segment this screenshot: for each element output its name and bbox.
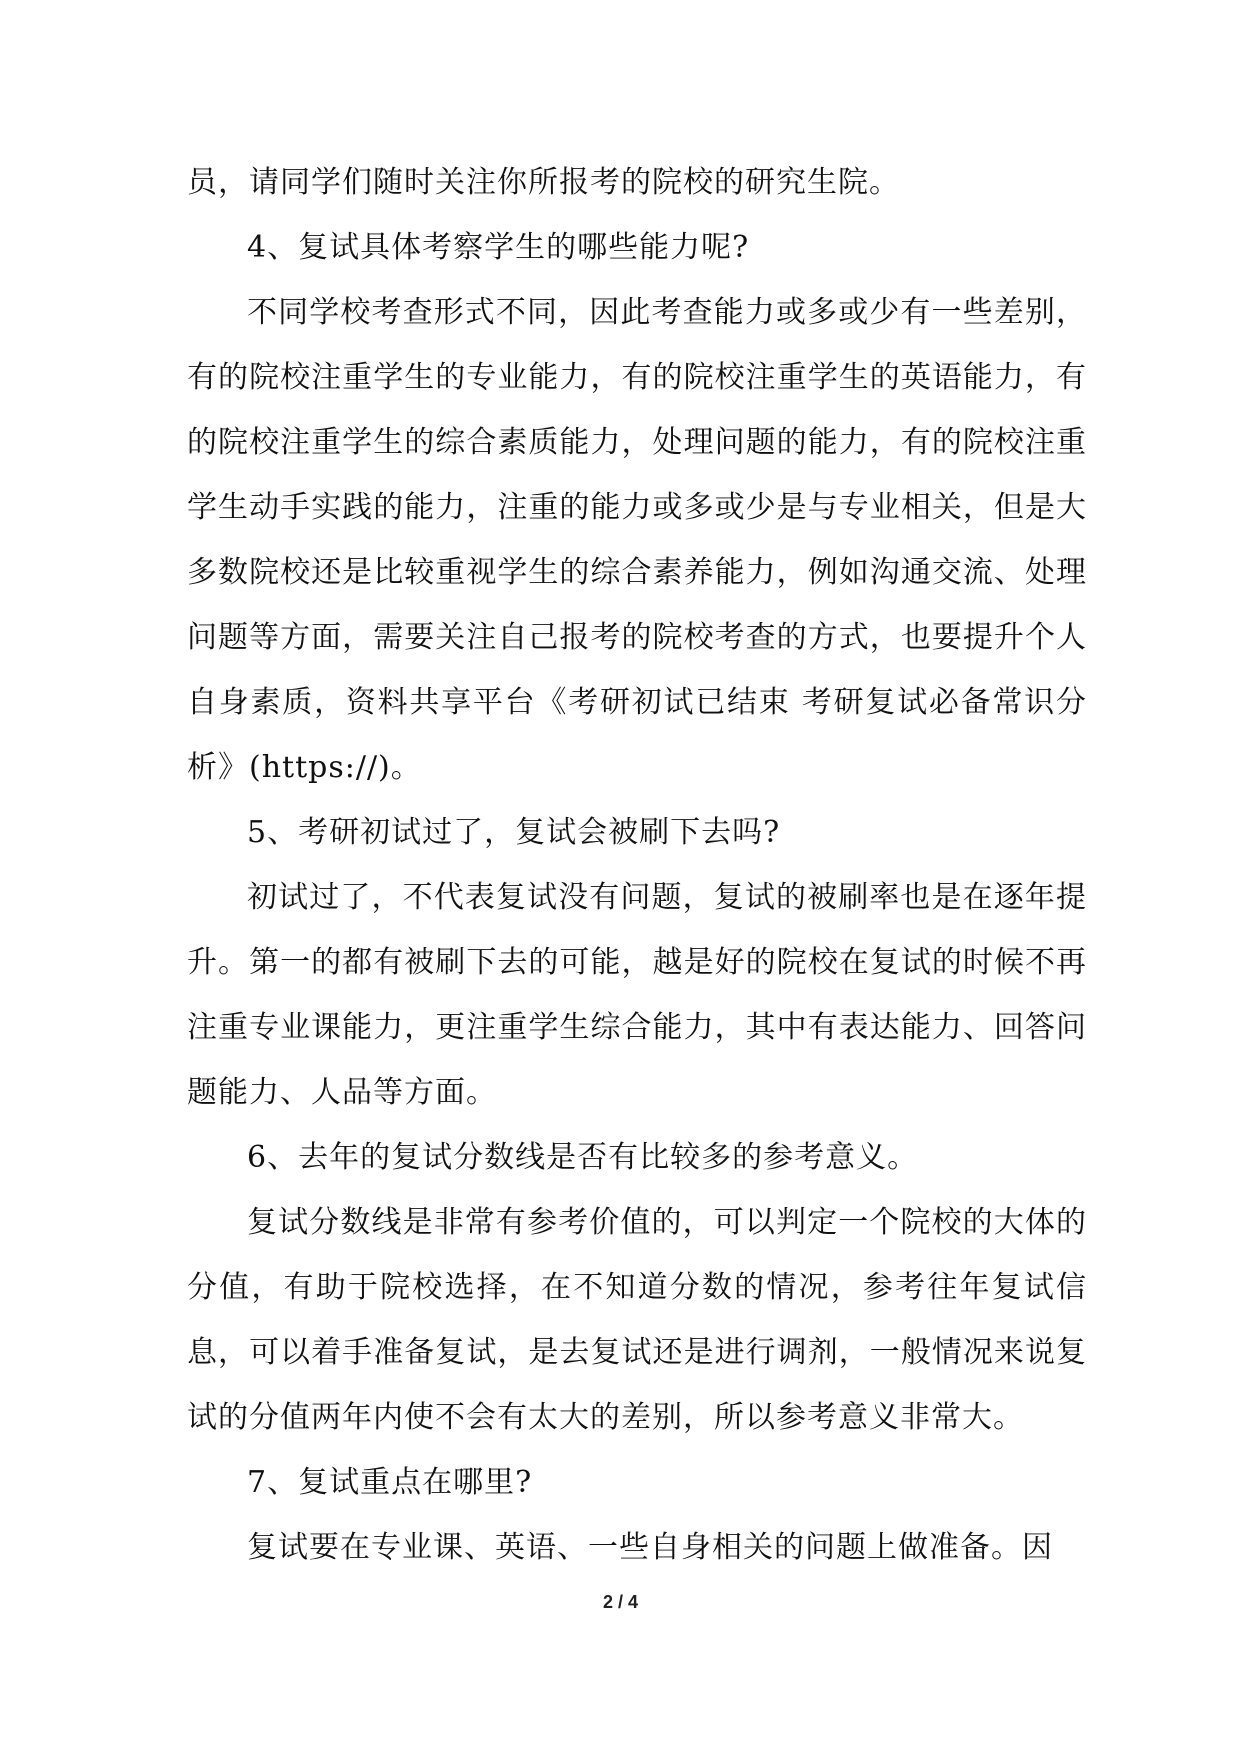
paragraph-answer-7: 复试要在专业课、英语、一些自身相关的问题上做准备。因 (247, 1530, 1053, 1565)
heading-question-7: 7、复试重点在哪里? (247, 1465, 533, 1500)
heading-question-4: 4、复试具体考察学生的哪些能力呢? (247, 230, 750, 265)
heading-question-6: 6、去年的复试分数线是否有比较多的参考意义。 (247, 1140, 919, 1175)
paragraph-answer-5: 初试过了，不代表复试没有问题，复试的被刷率也是在逐年提升。第一的都有被刷下去的可能，越是好的院校在复试的时候不再注重专业课能力，更注重学生综合能力，其中有表达能力、回答问题能力、人品等方面。 (187, 880, 1087, 1110)
paragraph-continuation: 员，请同学们随时关注你所报考的院校的研究生院。 (187, 165, 900, 200)
paragraph-answer-6: 复试分数线是非常有参考价值的，可以判定一个院校的大体的分值，有助于院校选择，在不知道分数的情况，参考往年复试信息，可以着手准备复试，是去复试还是进行调剂，一般情况来说复试的分值两年内使不会有太大的差别，所以参考意义非常大。 (187, 1205, 1087, 1435)
heading-question-5: 5、考研初试过了，复试会被刷下去吗? (247, 815, 781, 850)
body-text (187, 150, 1087, 1580)
page-number: 2 / 4 (602, 1592, 639, 1612)
paragraph-answer-4: 不同学校考查形式不同，因此考查能力或多或少有一些差别，有的院校注重学生的专业能力，有的院校注重学生的英语能力，有的院校注重学生的综合素质能力，处理问题的能力，有的院校注重学生动手实践的能力，注重的能力或多或少是与专业相关，但是大多数院校还是比较重视学生的综合素养能力，例如沟通交流、处理问题等方面，需要关注自己报考的院校考查的方式，也要提升个人自身素质，资料共享平台《考研初试已结束 考研复试必备常识分析》(https://)。 (187, 295, 1087, 785)
